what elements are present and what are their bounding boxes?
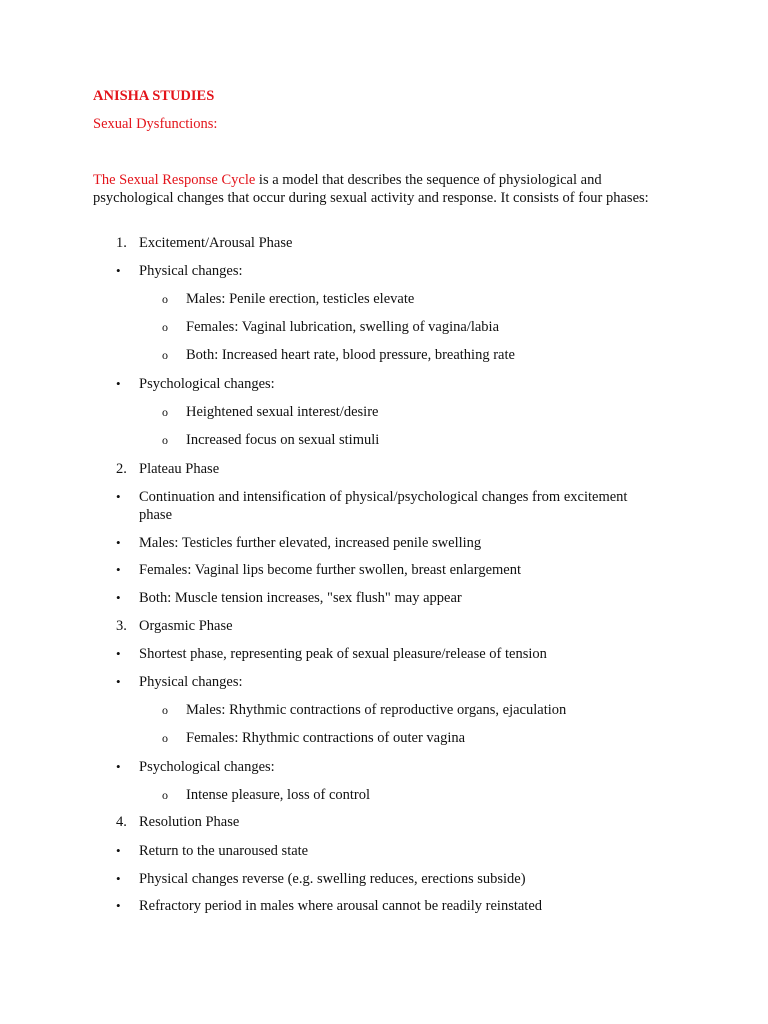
- list-item-text: Refractory period in males where arousal cannot be readily reinstated: [139, 898, 543, 914]
- sub-bullet-marker: o: [162, 433, 168, 447]
- sub-bullet-marker: o: [162, 788, 168, 802]
- bullet-marker: •: [116, 489, 121, 504]
- list-item-text: Physical changes:: [139, 674, 243, 690]
- page-subtitle: Sexual Dysfunctions:: [93, 116, 218, 132]
- list-item-text: Increased focus on sexual stimuli: [186, 432, 380, 448]
- bullet-marker: •: [116, 376, 121, 391]
- list-item-text: Intense pleasure, loss of control: [186, 787, 371, 803]
- list-item-text: Shortest phase, representing peak of sexual pleasure/release of tension: [139, 646, 547, 662]
- sub-bullet-marker: o: [162, 703, 168, 717]
- list-item-text: Psychological changes:: [139, 759, 275, 775]
- list-number: 2.: [116, 461, 127, 477]
- list-item-text: Plateau Phase: [139, 461, 220, 477]
- sub-bullet-marker: o: [162, 292, 168, 306]
- list-item-text: Physical changes reverse (e.g. swelling reduces, erections subside): [139, 871, 526, 887]
- list-item-text: Return to the unaroused state: [139, 843, 309, 859]
- list-item-text: Males: Testicles further elevated, increased penile swelling: [139, 535, 482, 551]
- intro-highlight: The Sexual Response Cycle: [93, 172, 256, 188]
- list-item-text: Excitement/Arousal Phase: [139, 235, 293, 251]
- sub-bullet-marker: o: [162, 731, 168, 745]
- bullet-marker: •: [116, 263, 121, 278]
- list-item-text: Both: Increased heart rate, blood pressure, breathing rate: [186, 347, 515, 363]
- list-number: 3.: [116, 618, 127, 634]
- sub-bullet-marker: o: [162, 320, 168, 334]
- list-item-text: Females: Vaginal lips become further swollen, breast enlargement: [139, 562, 521, 578]
- bullet-marker: •: [116, 843, 121, 858]
- list-item-text: Orgasmic Phase: [139, 618, 233, 634]
- intro-text: is a model that describes the sequence of physiological and psychological changes that occur during sexual activity and response. It consists of four phases:: [93, 172, 649, 206]
- list-number: 1.: [116, 235, 127, 251]
- sub-bullet-marker: o: [162, 348, 168, 362]
- bullet-marker: •: [116, 871, 121, 886]
- list-item-text: Males: Penile erection, testicles elevate: [186, 291, 415, 307]
- list-item-text: Resolution Phase: [139, 814, 240, 830]
- list-item-text: Psychological changes:: [139, 376, 275, 392]
- list-item-text: Males: Rhythmic contractions of reproductive organs, ejaculation: [186, 702, 567, 718]
- list-item-text: Females: Rhythmic contractions of outer vagina: [186, 730, 466, 746]
- bullet-marker: •: [116, 562, 121, 577]
- list-item-text: Physical changes:: [139, 263, 243, 279]
- intro-paragraph: [93, 171, 653, 207]
- list-item-text: Heightened sexual interest/desire: [186, 404, 379, 420]
- bullet-marker: •: [116, 674, 121, 689]
- list-item-text: Females: Vaginal lubrication, swelling of vagina/labia: [186, 319, 500, 335]
- bullet-marker: •: [116, 590, 121, 605]
- page-title: ANISHA STUDIES: [93, 88, 215, 104]
- bullet-marker: •: [116, 646, 121, 661]
- bullet-marker: •: [116, 535, 121, 550]
- list-item-text: Both: Muscle tension increases, "sex flush" may appear: [139, 590, 462, 606]
- list-number: 4.: [116, 814, 127, 830]
- bullet-marker: •: [116, 759, 121, 774]
- list-item-text: phase: [139, 507, 173, 523]
- sub-bullet-marker: o: [162, 405, 168, 419]
- list-item-text: Continuation and intensification of physical/psychological changes from excitement: [139, 489, 628, 505]
- bullet-marker: •: [116, 898, 121, 913]
